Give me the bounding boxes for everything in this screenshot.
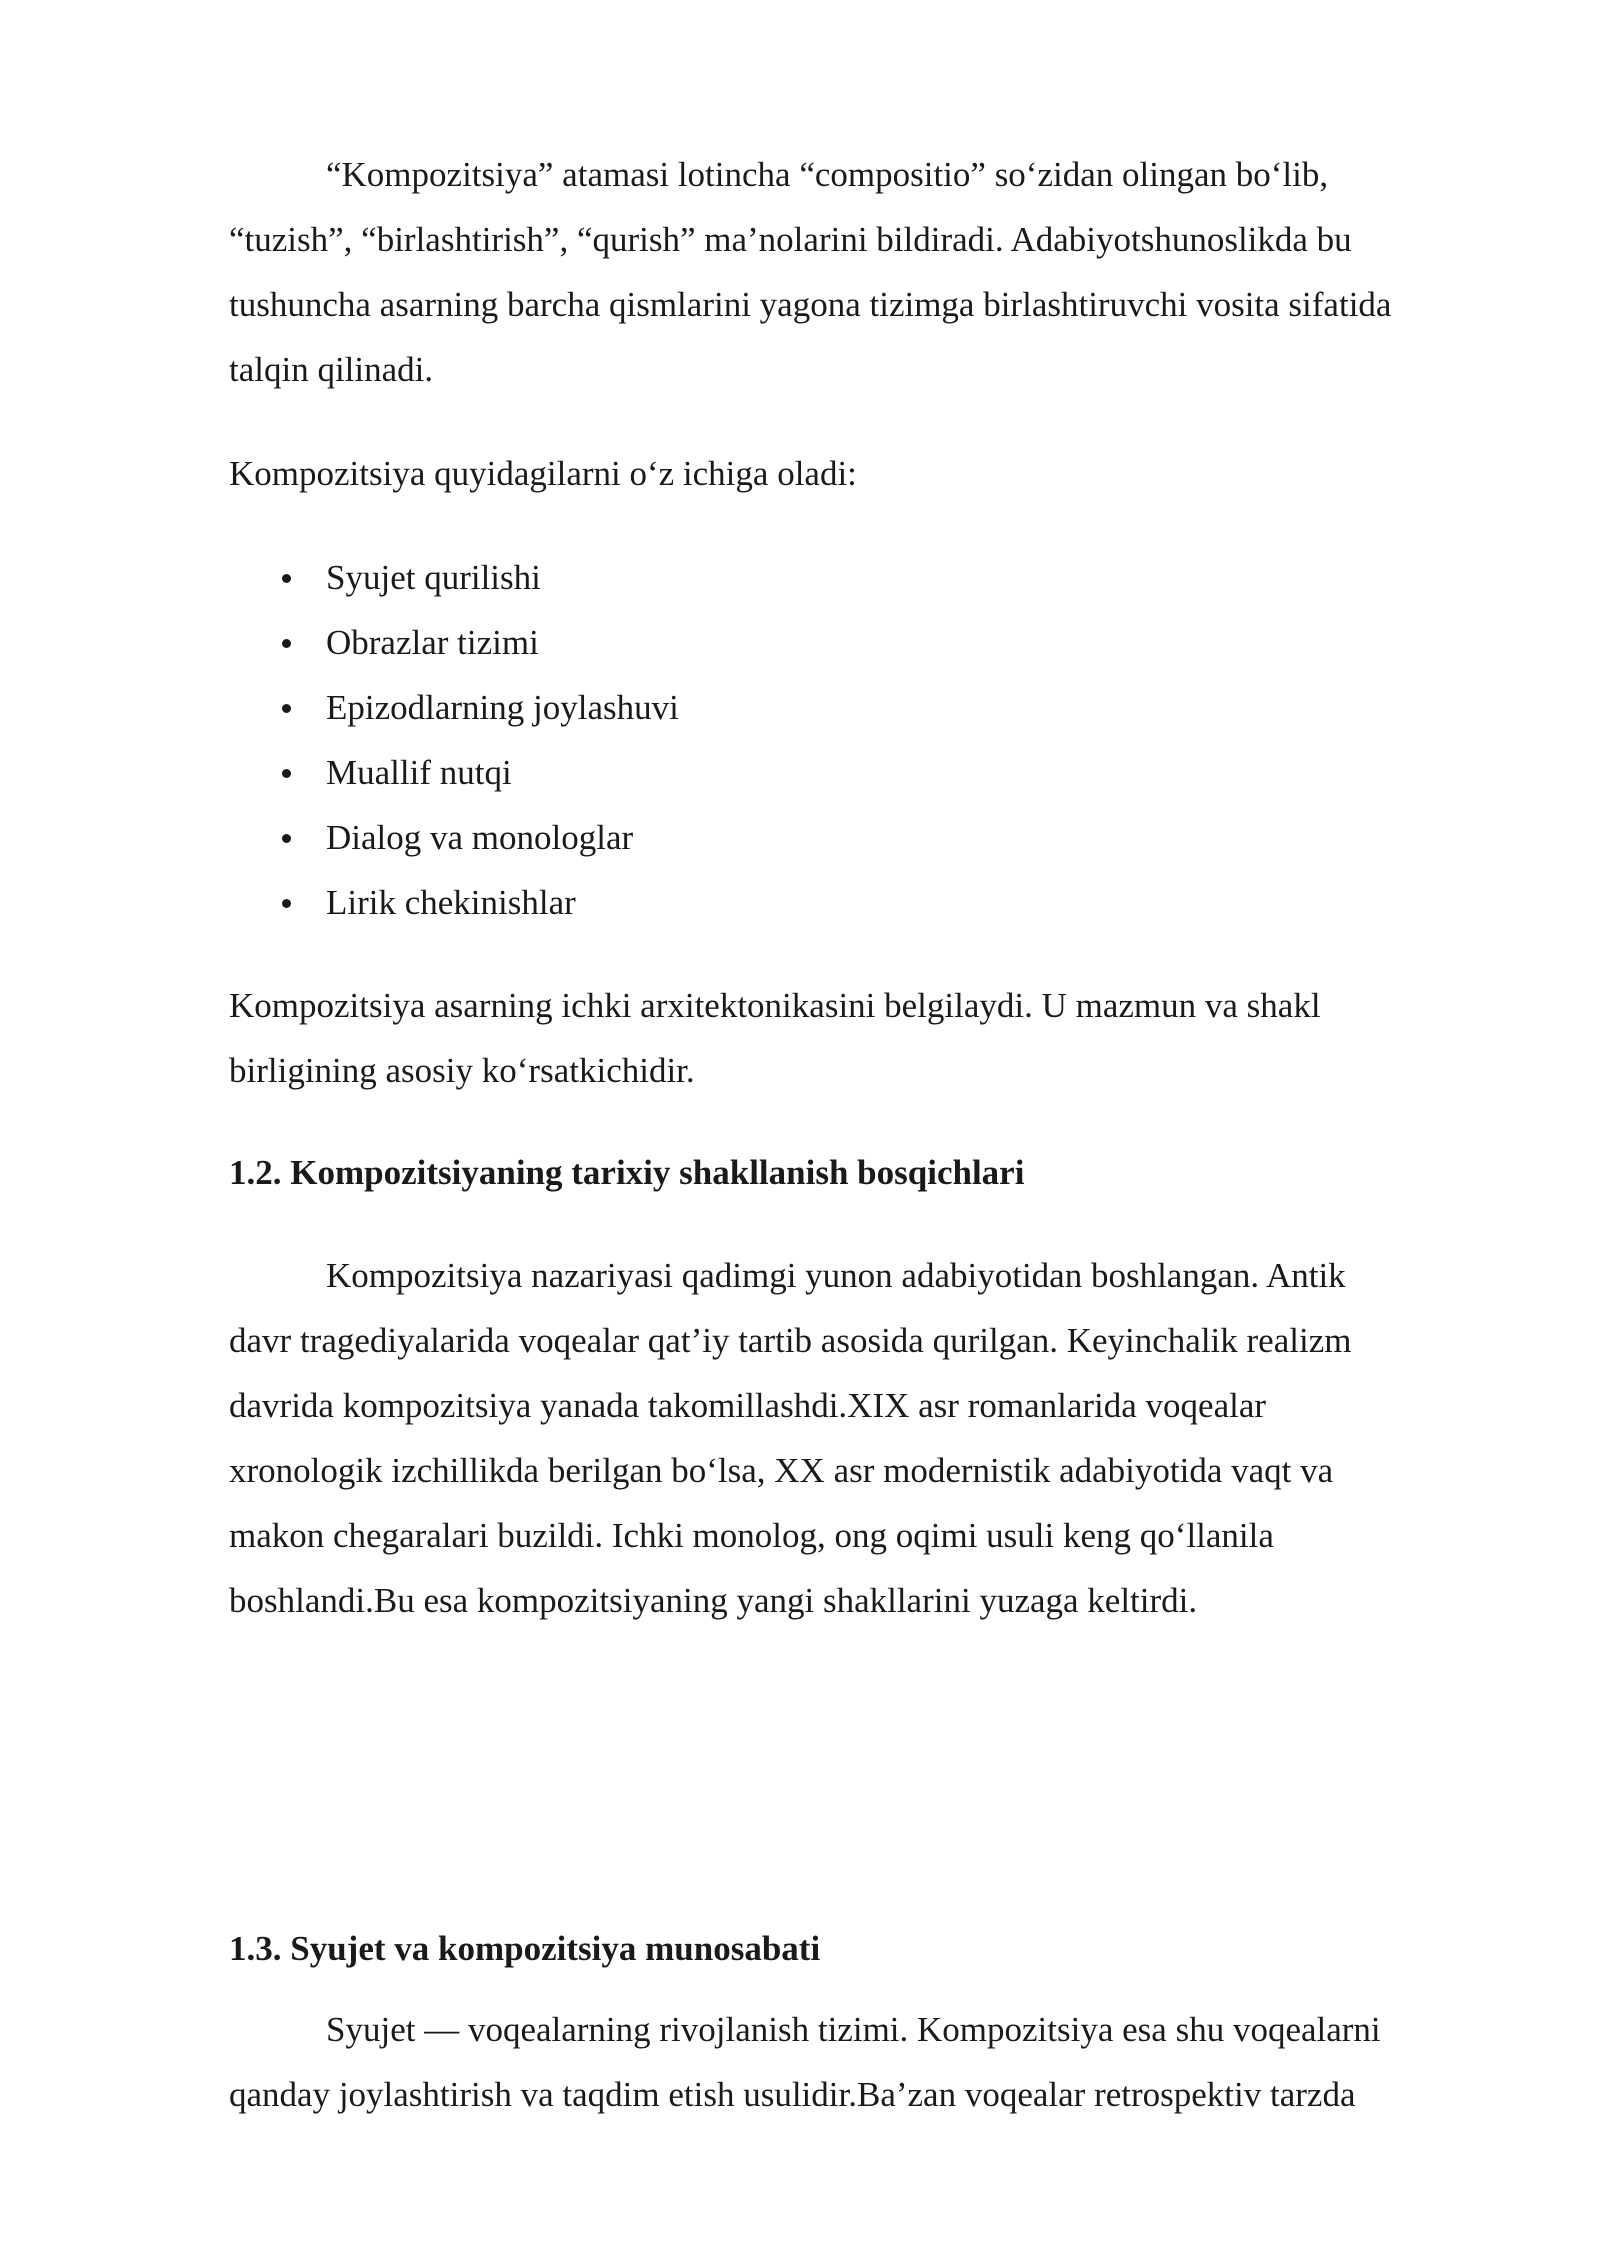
intro-line-4: talqin qilinadi. xyxy=(229,350,434,389)
section-1-2-line-3: davrida kompozitsiya yanada takomillashdi.XIX asr romanlarida voqealar xyxy=(229,1386,1267,1425)
intro-line-2: “tuzish”, “birlashtirish”, “qurish” ma’nolarini bildiradi. Adabiyotshunoslikda bu xyxy=(229,220,1352,259)
section-1-2-line-5: makon chegaralari buzildi. Ichki monolog, ong oqimi usuli keng qo‘llanila xyxy=(229,1516,1274,1555)
list-item xyxy=(229,870,679,935)
list-item-label: Lirik chekinishlar xyxy=(326,883,576,922)
intro-line-1: “Kompozitsiya” atamasi lotincha “compositio” so‘zidan olingan bo‘lib, xyxy=(326,155,1329,194)
list-intro-text: Kompozitsiya quyidagilarni o‘z ichiga oladi: xyxy=(229,454,857,493)
intro-line-3: tushuncha asarning barcha qismlarini yagona tizimga birlashtiruvchi vosita sifatida xyxy=(229,285,1392,324)
section-1-2-line-1: Kompozitsiya nazariyasi qadimgi yunon adabiyotidan boshlangan. Antik xyxy=(326,1256,1346,1295)
list-item xyxy=(229,675,679,740)
bullet-icon xyxy=(282,769,291,778)
section-1-3-paragraph xyxy=(229,1997,1491,2127)
architectonics-line-2: birligining asosiy ko‘rsatkichidir. xyxy=(229,1051,695,1090)
list-intro-paragraph xyxy=(229,441,1491,506)
list-item xyxy=(229,610,679,675)
list-item-label: Syujet qurilishi xyxy=(326,558,541,597)
bullet-icon xyxy=(282,639,291,648)
list-item xyxy=(229,740,679,805)
section-1-2-line-2: davr tragediyalarida voqealar qat’iy tartib asosida qurilgan. Keyinchalik realizm xyxy=(229,1321,1352,1360)
section-1-2-paragraph xyxy=(229,1243,1491,1633)
bullet-icon xyxy=(282,899,291,908)
section-1-2-line-4: xronologik izchillikda berilgan bo‘lsa, XX asr modernistik adabiyotida vaqt va xyxy=(229,1451,1334,1490)
bullet-icon xyxy=(282,574,291,583)
bullet-icon xyxy=(282,834,291,843)
section-1-3-line-2: qanday joylashtirish va taqdim etish usulidir.Ba’zan voqealar retrospektiv tarzda xyxy=(229,2075,1356,2114)
list-item xyxy=(229,805,679,870)
list-item-label: Epizodlarning joylashuvi xyxy=(326,688,679,727)
section-1-3-line-1: Syujet — voqealarning rivojlanish tizimi. Kompozitsiya esa shu voqealarni xyxy=(326,2010,1381,2049)
intro-paragraph xyxy=(229,142,1491,402)
list-item xyxy=(229,545,679,610)
architectonics-line-1: Kompozitsiya asarning ichki arxitektonikasini belgilaydi. U mazmun va shakl xyxy=(229,986,1321,1025)
section-1-2-heading: 1.2. Kompozitsiyaning tarixiy shakllanish bosqichlari xyxy=(229,1153,1025,1192)
bullet-icon xyxy=(282,704,291,713)
list-item-label: Obrazlar tizimi xyxy=(326,623,539,662)
architectonics-paragraph xyxy=(229,973,1491,1103)
list-item-label: Muallif nutqi xyxy=(326,753,512,792)
section-1-2-line-6: boshlandi.Bu esa kompozitsiyaning yangi shakllarini yuzaga keltirdi. xyxy=(229,1581,1198,1620)
section-1-3-heading: 1.3. Syujet va kompozitsiya munosabati xyxy=(229,1929,821,1968)
list-item-label: Dialog va monologlar xyxy=(326,818,634,857)
components-list xyxy=(229,545,679,935)
